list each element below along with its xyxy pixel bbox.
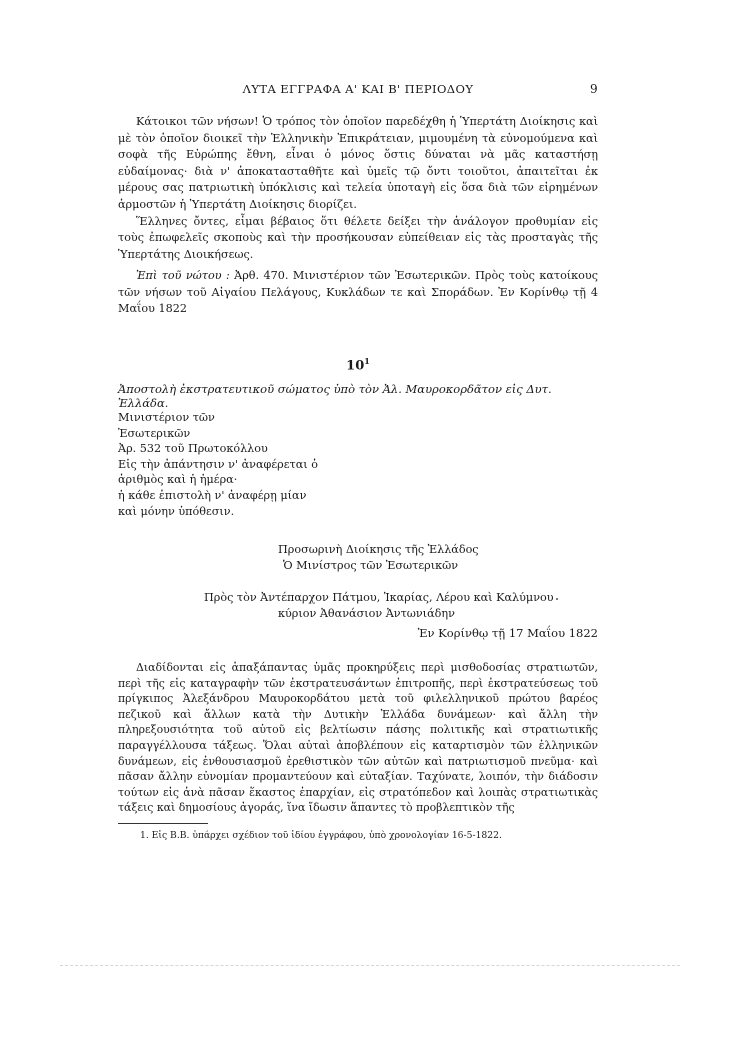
recipient-line: κύριον Ἀθανάσιον Ἀντωνιάδην: [278, 607, 455, 620]
intro-paragraphs: [118, 114, 598, 263]
verso-paragraph: [118, 268, 598, 318]
footnote-rule: [118, 823, 208, 824]
footnote-marker: 1: [364, 356, 370, 366]
office-line: Μινιστέριον τῶν: [118, 411, 215, 424]
running-head: [118, 82, 598, 96]
office-line: Εἰς τὴν ἀπάντησιν ν' ἀναφέρεται ὁ: [118, 457, 318, 471]
office-line: Ἀρ. 532 τοῦ Πρωτοκόλλου: [118, 442, 268, 456]
footnote: 1. Εἰς Β.Β. ὑπάρχει σχέδιον τοῦ ἰδίου ἐγγράφου, ὑπὸ χρονολογίαν 16-5-1822.: [140, 830, 502, 841]
letter-paragraph: Διαδίδονται εἰς ἁπαξάπαντας ὑμᾶς προκηρύξεις περὶ μισθοδοσίας στρατιωτῶν, περὶ τῆς εἰς καταγραφὴν τῶν ἐκστρατευσάντων ἐπιτροπῆς, περὶ ἐκστρατεύσεως τοῦ πρίγκιπος Ἀλεξάνδρου Μαυροκορδάτου μετὰ τοῦ φιλελληνικοῦ πρώτου βαρέος πεζικοῦ καὶ ἄλλων κατὰ τὴν Δυτικὴν Ἑλλάδα δυνάμεων· καὶ ἄλλη τὴν πληρεξουσιότητα τοῦ αὐτοῦ εἰς βελτίωσιν πάσης πολιτικῆς καὶ στρατιωτικῆς παραγγέλλουσα τάξεως. Ὅλαι αὐταὶ ἀποβλέπουν εἰς καταρτισμὸν τῶν ἑλληνικῶν δυνάμεων, εἰς ἐνθουσιασμοῦ ἐρεθιστικὸν τῶν αὐτῶν καὶ πατριωτισμοῦ πνεῦμα· καὶ πᾶσαν ἄλλην εὐνομίαν προμαντεύουν καὶ εὐταξίαν. Ταχύνατε, λοιπόν, τὴν διάδοσιν τούτων εἰς ἀνὰ πᾶσαν ἕκαστος ἐπαρχίαν, εἰς στρατόπεδον καὶ λοιπὰς στρατιωτικὰς τάξεις καὶ δημοσίους ἀγοράς, ἵνα ἴδωσιν ἅπαντες τὸ προβλεπτικὸν τῆς: [118, 661, 598, 815]
sender-line: Ὁ Μινίστρος τῶν Ἐσωτερικῶν: [283, 559, 458, 572]
sender-block: [118, 542, 598, 574]
verso-note: [118, 268, 598, 318]
ink-speck: [556, 598, 558, 600]
document-title: Ἀποστολὴ ἐκστρατευτικοῦ σώματος ὑπὸ τὸν Ἀλ. Μαυροκορδᾶτον εἰς Δυτ. Ἑλλάδα.: [118, 382, 552, 410]
office-block: [118, 410, 318, 519]
paragraph: Κάτοικοι τῶν νήσων! Ὁ τρόπος τὸν ὁποῖον παρεδέχθη ἡ Ὑπερτάτη Διοίκησις καὶ μὲ τὸν ὁποῖον διοικεῖ τὴν Ἑλληνικὴν Ἐπικράτειαν, μιμουμένη τὰ εὐνομούμενα καὶ σοφὰ τῆς Εὐρώπης ἔθνη, εἶναι ὁ μόνος ὅστις δύναται νὰ μᾶς καταστήσῃ εὐδαίμονας· διὰ ν' ἀποκατασταθῆτε καὶ ὑμεῖς τῷ ὄντι τοιοῦτοι, ἀπαιτεῖται ἐκ μέρους σας πατριωτικὴ ὑπόκλισις καὶ τελεία ὑποταγὴ εἰς ὅσα διὰ τῶν εἰρημένων ἁρμοστῶν ἡ Ὑπερτάτη Διοίκησις διορίζει.: [118, 115, 598, 211]
recipient-line: Πρὸς τὸν Ἀντέπαρχον Πάτμου, Ἰκαρίας, Λέρου καὶ Καλύμνου: [204, 591, 554, 604]
document-number-value: 10: [346, 358, 365, 374]
scan-edge-specks: [60, 965, 680, 966]
office-line: ἡ κάθε ἐπιστολὴ ν' ἀναφέρῃ μίαν: [118, 488, 307, 502]
verso-label: Ἐπὶ τοῦ νώτου :: [136, 269, 230, 282]
sender-line: Προσωρινὴ Διοίκησις τῆς Ἑλλάδος: [278, 543, 479, 556]
letter-body: [118, 660, 598, 816]
page-number: 9: [589, 82, 598, 96]
verso-text: Ἀρθ. 470. Μινιστέριον τῶν Ἐσωτερικῶν. Πρὸς τοὺς κατοίκους τῶν νήσων τοῦ Αἰγαίου Πελάγους, Κυκλάδων τε καὶ Σποράδων. Ἐν Κορίνθῳ τῇ 4 Μαΐου 1822: [118, 269, 598, 316]
running-title: ΛΥΤΑ ΕΓΓΡΑΦΑ Α' ΚΑΙ Β' ΠΕΡΙΟΔΟΥ: [242, 82, 474, 96]
office-line: ἀριθμὸς καὶ ἡ ἡμέρα·: [118, 473, 238, 487]
date-line: Ἐν Κορίνθῳ τῇ 17 Μαΐου 1822: [417, 626, 598, 640]
document-number: [118, 356, 598, 373]
paragraph: Ἕλληνες ὄντες, εἶμαι βέβαιος ὅτι θέλετε δείξει τὴν ἀνάλογον προθυμίαν εἰς τοὺς ἐπωφελεῖς σκοποὺς καὶ τὴν προσήκουσαν εὐπείθειαν εἰς τὰς προσταγὰς τῆς Ὑπερτάτης Διοικήσεως.: [118, 214, 598, 261]
office-line: Ἐσωτερικῶν: [118, 426, 191, 440]
office-line: καὶ μόνην ὑπόθεσιν.: [118, 504, 235, 518]
recipient-block: [118, 590, 598, 622]
